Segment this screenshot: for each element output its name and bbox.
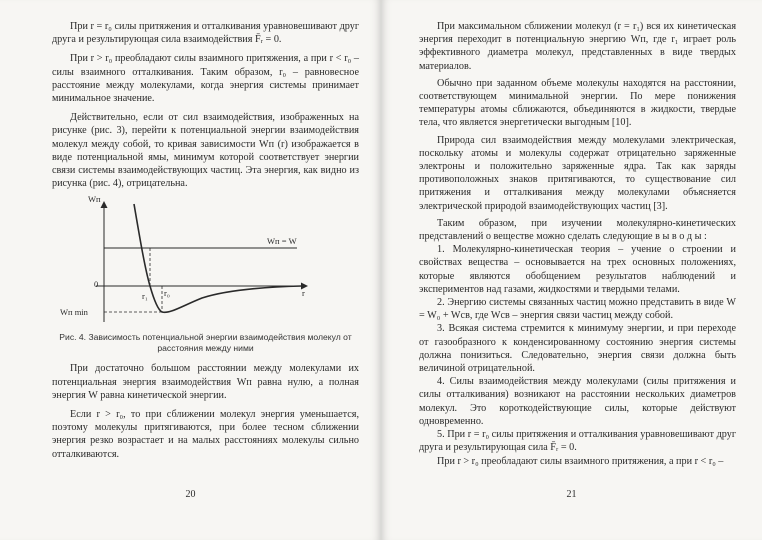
list-item: 3. Всякая система стремится к минимуму энергии, и при переходе от газообразного к конденсированному состоянию энергия системы должна понизиться. Следовательно, энергия связи должна быть величиной отрицательной. [419, 323, 736, 375]
list-item: 4. Силы взаимодействия между молекулами (силы притяжения и силы отталкивания) возникают на расстоянии нескольких диаметров молекул. Это короткодействующие силы, которые действуют одновременно. [419, 376, 736, 427]
min-energy-label: Wп min [60, 307, 88, 318]
paragraph: При достаточно большом расстоянии между молекулами их потенциальная энергия взаимодействия Wп равна нулю, а полная энергия W равна кинетической энергии. [52, 363, 359, 401]
r1-label: r₁ [142, 291, 148, 302]
page-number: 21 [566, 489, 577, 500]
paragraph: Если r > r₀, то при сближении молекул энергия уменьшается, поэтому молекулы притягиваются, при более тесном сближении энергия резко возрастает и на малых расстояниях молекулы сильно отталкиваются. [52, 409, 359, 460]
origin-label: 0 [94, 279, 99, 290]
list-item: 2. Энергию системы связанных частиц можно представить в виде W = W₀ + Wсв, где Wсв – энергия связи частиц между собой. [419, 297, 736, 322]
paragraph: Природа сил взаимодействия между молекулами электрическая, поскольку атомы и молекулы содержат отрицательно заряженные электроны и положительно заряженные ядра. Так как заряды противоположных знаков притягиваются, то существование сил притяжения и отталкивания между молекулами объясняется электрической природой взаимодействующих частиц [3]. [419, 134, 736, 212]
paragraph: Обычно при заданном объеме молекулы находятся на расстоянии, соответствующем минимальной энергии. По мере понижения температуры атомы сближаются, объединяются в жидкости, твердые тела, что является энергетически выгодным [10]. [419, 77, 736, 129]
paragraph: Действительно, если от сил взаимодействия, изображенных на рисунке (рис. 3), перейти к потенциальной энергии взаимодействия молекул между собой, то кривая зависимости Wп (r) изображается в виде потенциальной ямы, минимум которой соответствует энергии связи системы взаимодействующих частиц. Эта энергия, как видно из рисунка (рис. 4), отрицательна. [52, 112, 359, 190]
figure-caption: Рис. 4. Зависимость потенциальной энергии взаимодействия молекул от расстояния между ними [59, 332, 352, 354]
paragraph: Таким образом, при изучении молекулярно-кинетических представлений о веществе можно сделать следующие в ы в о д ы : [419, 217, 736, 243]
conclusions-list [419, 243, 736, 467]
right-page [381, 0, 762, 540]
potential-well-graph [52, 194, 359, 329]
paragraph: При максимальном сближении молекул (r = r₁) вся их кинетическая энергия переходит в потенциальную энергию Wп, где r₁ играет роль эффективного диаметра молекул, представленных в виде твердых материалов. [419, 21, 736, 72]
list-item: 1. Молекулярно-кинетическая теория – учение о строении и свойствах вещества – основывается на трех основных положениях, которые являются обобщением результатов наблюдений и экспериментов над газами, жидкостями и твердыми телами. [419, 244, 736, 295]
x-axis-label: r [302, 288, 305, 299]
paragraph: При r > r₀ преобладают силы взаимного притяжения, а при r < r₀ – силы взаимного отталкивания. Таким образом, r₀ – равновесное расстояние между молекулами, когда энергия системы принимает минимальное значение. [52, 53, 359, 105]
potential-curve [134, 204, 302, 312]
y-axis-label: Wп [88, 194, 101, 205]
potential-energy-figure [52, 194, 359, 329]
list-item: При r > r₀ преобладают силы взаимного притяжения, а при r < r₀ – [437, 455, 724, 467]
r0-label: r₀ [164, 288, 170, 299]
page-number: 20 [185, 489, 196, 500]
paragraph: При r = r₀ силы притяжения и отталкивания уравновешивают друг друга и результирующая сила взаимодействия F̄ᵣ = 0. [52, 21, 359, 46]
list-item: 5. При r = r₀ силы притяжения и отталкивания уравновешивают друг друга и результирующая сила F̄ᵣ = 0. [419, 429, 736, 454]
energy-level-label: Wп = W [267, 236, 297, 247]
